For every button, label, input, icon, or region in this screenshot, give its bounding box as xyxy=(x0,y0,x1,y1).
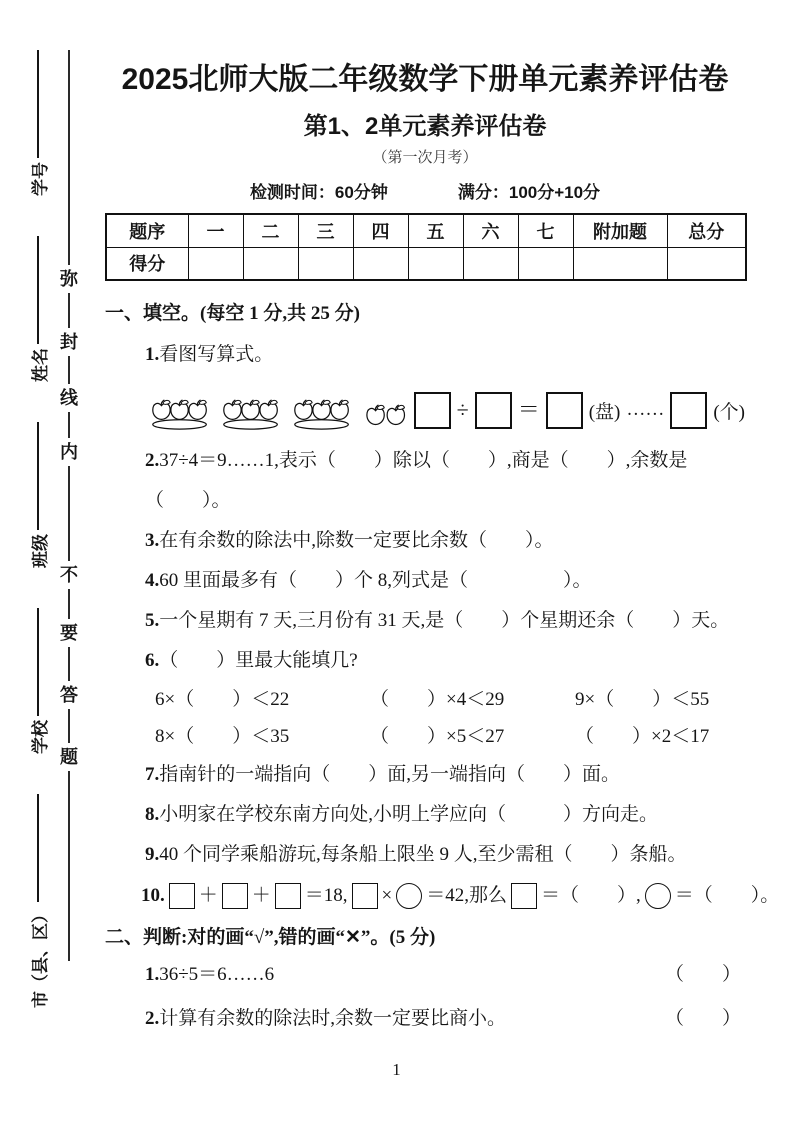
field-name-blank xyxy=(37,236,39,344)
section1-header: 一、填空。(每空 1 分,共 25 分) xyxy=(105,303,360,324)
question-number: 3. xyxy=(145,530,160,551)
expression: 9×（ ）＜55 xyxy=(575,689,710,710)
paper-subtitle: 第1、2单元素养评估卷 xyxy=(303,113,547,140)
judge-answer-blank: （ ） xyxy=(664,1008,741,1029)
seal-line-segment xyxy=(68,466,70,561)
question-number: 7. xyxy=(145,764,160,785)
score-header-cell: 四 xyxy=(353,214,408,247)
field-class-label: 班级 xyxy=(30,534,50,568)
seal-char: 要 xyxy=(60,623,78,643)
square-symbol xyxy=(352,883,378,909)
judge-statement xyxy=(145,997,506,1041)
seal-char: 弥 xyxy=(60,269,78,289)
seal-char: 答 xyxy=(60,685,78,705)
expression: 6×（ ）＜22 xyxy=(155,689,290,710)
seal-line-segment xyxy=(68,647,70,681)
question-9 xyxy=(105,835,745,875)
student-info-rail xyxy=(22,52,54,1008)
score-cell-empty xyxy=(518,247,573,280)
section2-header: 二、判断:对的画“√”,错的画“✕”。(5 分) xyxy=(105,927,436,948)
score-header-cell: 七 xyxy=(518,214,573,247)
seal-line-segment xyxy=(68,589,70,619)
question-number: 10. xyxy=(141,885,165,906)
times-sign: × xyxy=(381,885,393,906)
score-header-cell: 二 xyxy=(243,214,298,247)
square-symbol xyxy=(275,883,301,909)
seal-line-segment xyxy=(68,293,70,328)
question-4 xyxy=(105,561,745,601)
question-number: 1. xyxy=(145,964,160,985)
score-table-score-row xyxy=(106,247,746,280)
field-class xyxy=(26,422,51,568)
question-text: 计算有余数的除法时,余数一定要比商小。 xyxy=(159,1008,507,1029)
plus-sign: ＋ xyxy=(198,885,218,906)
square-symbol xyxy=(169,883,195,909)
seal-char: 线 xyxy=(60,388,78,408)
score-cell-empty xyxy=(408,247,463,280)
score-header-cell: 总分 xyxy=(667,214,746,247)
judge-statement xyxy=(145,953,274,997)
score-cell-empty xyxy=(573,247,667,280)
question-text: （ ）。 xyxy=(145,490,231,511)
divide-sign: ÷ xyxy=(456,397,469,422)
judge-item-1 xyxy=(105,953,745,997)
unit-plates: (盘) xyxy=(588,401,621,423)
exam-meta xyxy=(105,181,745,205)
question-number: 5. xyxy=(145,610,160,631)
question-7 xyxy=(105,755,745,795)
score-header-cell: 题序 xyxy=(106,214,188,247)
equation-text: ＝42,那么 xyxy=(426,885,508,906)
circle-symbol xyxy=(645,883,671,909)
question-3 xyxy=(105,521,745,561)
equation-text: ＝18, xyxy=(304,885,348,906)
score-table xyxy=(105,213,747,281)
field-name xyxy=(26,236,51,382)
question-text: 60 里面最多有（ ）个 8,列式是（ ）。 xyxy=(159,570,592,591)
seal-char: 封 xyxy=(60,332,78,352)
page-number: 1 xyxy=(392,1060,401,1079)
seal-char: 内 xyxy=(60,442,78,462)
answer-box xyxy=(546,392,583,429)
question-text: 36÷5＝6……6 xyxy=(159,964,275,985)
question-10 xyxy=(105,875,780,917)
question-6 xyxy=(105,641,745,681)
question-text: 小明家在学校东南方向处,小明上学应向（ ）方向走。 xyxy=(159,804,659,825)
field-student-id-blank xyxy=(37,50,39,158)
answer-box xyxy=(414,392,451,429)
answer-box xyxy=(670,392,707,429)
field-student-id xyxy=(26,50,51,196)
field-city xyxy=(26,794,51,1008)
exam-time: 检测时间：60分钟 xyxy=(249,183,388,202)
circle-symbol xyxy=(396,883,422,909)
question-text: 37÷4＝9……1,表示（ ）除以（ ）,商是（ ）,余数是 xyxy=(159,450,688,471)
seal-char: 不 xyxy=(60,565,78,585)
exam-full-score: 满分：100分+10分 xyxy=(457,183,601,202)
seal-line-segment xyxy=(68,50,70,265)
question-text: 一个星期有 7 天,三月份有 31 天,是（ ）个星期还余（ ）天。 xyxy=(159,610,730,631)
remainder-dots: …… xyxy=(626,399,665,420)
question-6-expressions-row2 xyxy=(105,718,745,755)
judge-answer-blank: （ ） xyxy=(664,964,741,985)
field-school-blank xyxy=(37,608,39,716)
apple-plate-group xyxy=(147,382,212,438)
question-number: 8. xyxy=(145,804,160,825)
apple-plate-group xyxy=(218,382,283,438)
score-header-cell: 三 xyxy=(298,214,353,247)
answer-box xyxy=(475,392,512,429)
equation-text: ＝（ ）。 xyxy=(674,885,780,906)
seal-line-segment xyxy=(68,771,70,961)
square-symbol xyxy=(222,883,248,909)
paper-content xyxy=(105,60,780,1041)
score-header-cell: 六 xyxy=(463,214,518,247)
field-student-id-label: 学号 xyxy=(30,162,50,196)
question-text: 指南针的一端指向（ ）面,另一端指向（ ）面。 xyxy=(159,764,621,785)
question-text: 40 个同学乘船游玩,每条船上限坐 9 人,至少需租（ ）条船。 xyxy=(159,844,687,865)
seal-char: 题 xyxy=(60,747,78,767)
question-number: 1. xyxy=(145,344,160,365)
question-text: 看图写算式。 xyxy=(159,344,274,365)
seal-line-segment xyxy=(68,412,70,438)
unit-pieces: (个) xyxy=(713,401,746,423)
score-row-label: 得分 xyxy=(106,247,188,280)
equals-sign: ＝ xyxy=(517,397,540,422)
expression: （ ）×2＜17 xyxy=(575,726,710,747)
equation-text: ＝（ ）, xyxy=(541,885,641,906)
question-number: 6. xyxy=(145,650,160,671)
score-cell-empty xyxy=(243,247,298,280)
question-text: 在有余数的除法中,除数一定要比余数（ ）。 xyxy=(159,530,554,551)
field-name-label: 姓名 xyxy=(30,348,50,382)
square-symbol xyxy=(511,883,537,909)
question-1 xyxy=(105,335,745,375)
score-header-cell: 附加题 xyxy=(573,214,667,247)
question-number: 9. xyxy=(145,844,160,865)
question-8 xyxy=(105,795,745,835)
seal-line-segment xyxy=(68,356,70,384)
question-number: 4. xyxy=(145,570,160,591)
question-number: 2. xyxy=(145,450,160,471)
question-5 xyxy=(105,601,745,641)
score-header-cell: 一 xyxy=(188,214,243,247)
exam-note: （第一次月考） xyxy=(372,150,478,166)
field-school-label: 学校 xyxy=(30,720,50,754)
field-city-label: 市（县、区） xyxy=(30,906,50,1008)
score-cell-empty xyxy=(667,247,746,280)
paper-title: 2025北师大版二年级数学下册单元素养评估卷 xyxy=(121,63,729,96)
question-text: （ ）里最大能填几? xyxy=(159,650,358,671)
apple-plate-group xyxy=(289,382,354,438)
score-cell-empty xyxy=(353,247,408,280)
question-1-figure xyxy=(105,381,745,439)
loose-apples-group xyxy=(364,384,407,436)
field-city-blank xyxy=(37,794,39,902)
question-number: 2. xyxy=(145,1008,160,1029)
field-school xyxy=(26,608,51,754)
question-2 xyxy=(105,441,745,481)
plus-sign: ＋ xyxy=(251,885,271,906)
score-cell-empty xyxy=(463,247,518,280)
score-header-cell: 五 xyxy=(408,214,463,247)
question-2-continued xyxy=(105,481,745,521)
score-cell-empty xyxy=(188,247,243,280)
expression: （ ）×5＜27 xyxy=(370,726,505,747)
expression: （ ）×4＜29 xyxy=(370,689,505,710)
expression: 8×（ ）＜35 xyxy=(155,726,290,747)
seal-line-segment xyxy=(68,709,70,743)
score-table-header-row xyxy=(106,214,746,247)
question-6-expressions-row1 xyxy=(105,681,745,718)
seal-line xyxy=(58,50,80,961)
judge-item-2 xyxy=(105,997,745,1041)
field-class-blank xyxy=(37,422,39,530)
score-cell-empty xyxy=(298,247,353,280)
